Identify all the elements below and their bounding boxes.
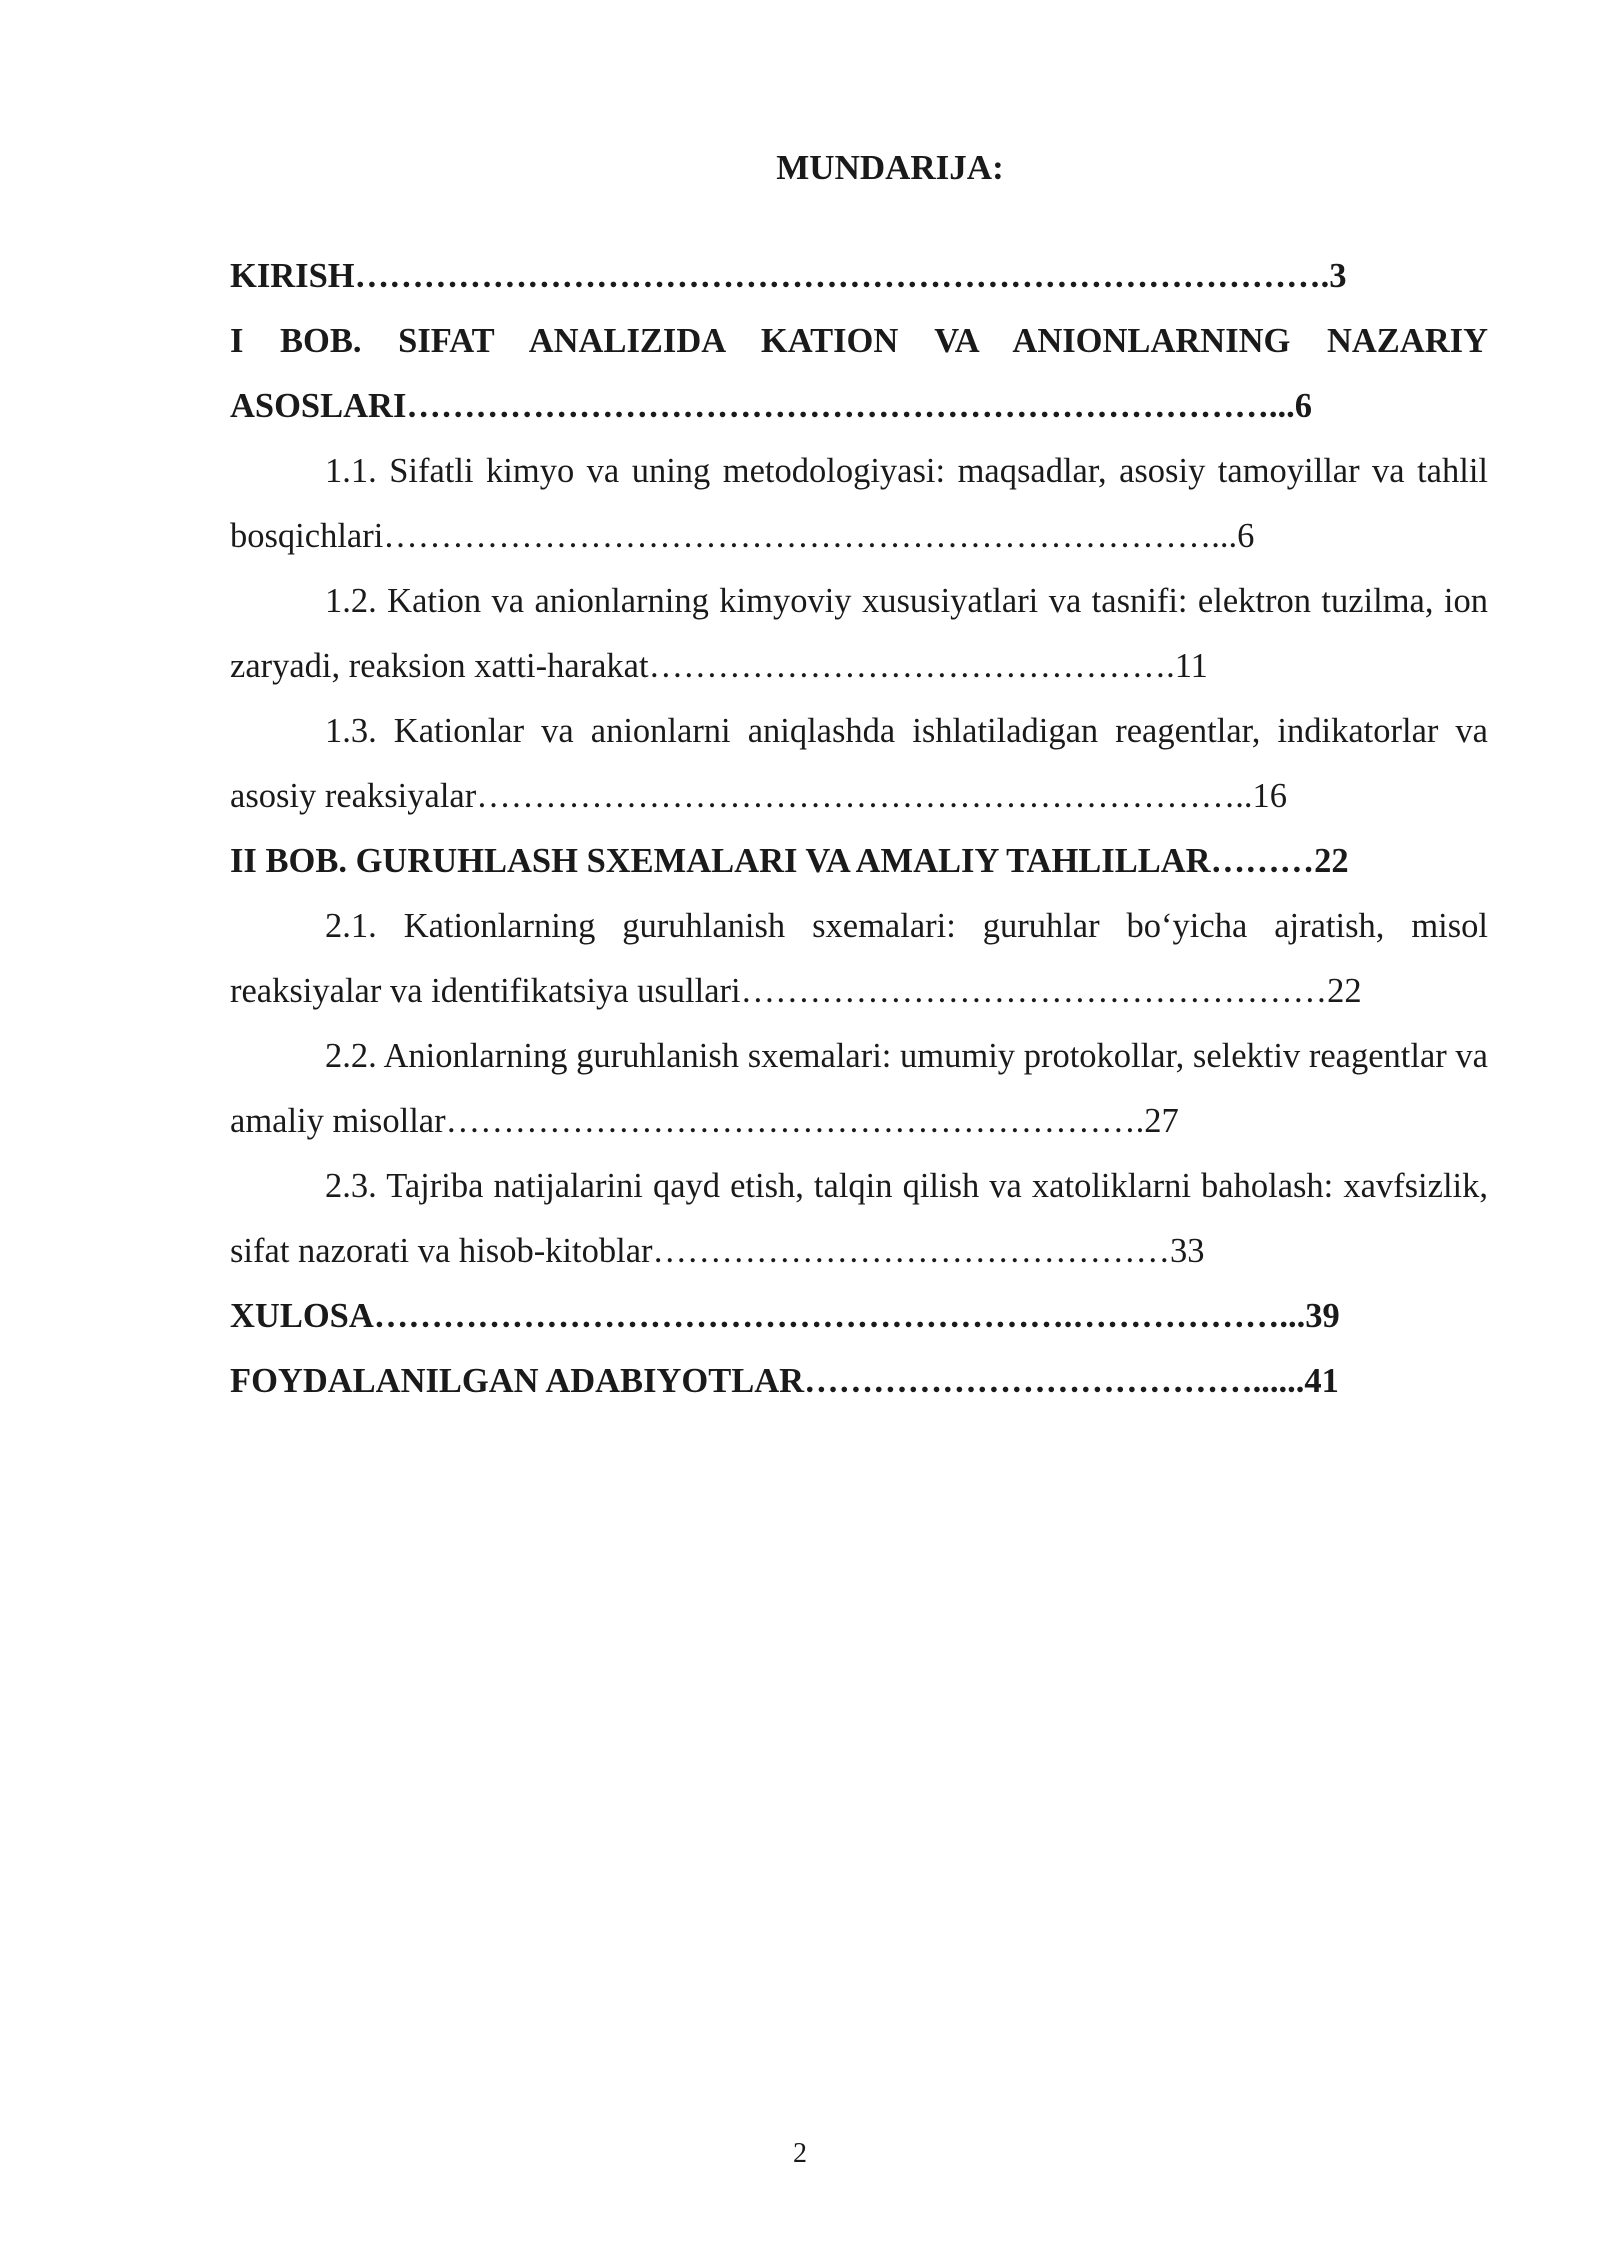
toc-entry-kirish: KIRISH………………………………………………………………………….3 [230, 257, 1347, 295]
toc-entry-section-2-2: 2.2. Anionlarning guruhlanish sxemalari: umumiy protokollar, selektiv reagentlar va amaliy misollar…………………………………………………….27 [230, 1037, 1488, 1140]
toc-entry-section-1-2: 1.2. Kation va anionlarning kimyoviy xususiyatlari va tasnifi: elektron tuzilma, ion zaryadi, reaksion xatti-harakat……………………………………….11 [230, 582, 1488, 685]
toc-entry-chapter-2: II BOB. GURUHLASH SXEMALARI VA AMALIY TAHLILLAR………22 [230, 842, 1349, 880]
page-number: 2 [793, 2138, 807, 2169]
toc-entry-chapter-1: I BOB. SIFAT ANALIZIDA KATION VA ANIONLARNING NAZARIY ASOSLARI…………………………………………………………………...6 [230, 322, 1488, 425]
toc-entry-references: FOYDALANILGAN ADABIYOTLAR…………………………………......41 [230, 1362, 1339, 1400]
toc-entry-section-1-1: 1.1. Sifatli kimyo va uning metodologiyasi: maqsadlar, asosiy tamoyillar va tahlil bosqichlari………………………………………………………………...6 [230, 452, 1488, 555]
toc-entry-section-2-3: 2.3. Tajriba natijalarini qayd etish, talqin qilish va xatoliklarni baholash: xavfsizlik, sifat nazorati va hisob-kitoblar………………………………………33 [230, 1167, 1488, 1270]
page-title: MUNDARIJA: [776, 148, 1004, 187]
toc-entry-section-1-3: 1.3. Kationlar va anionlarni aniqlashda ishlatiladigan reagentlar, indikatorlar va asosiy reaksiyalar…………………………………………………………..16 [230, 712, 1488, 815]
toc-entry-xulosa: XULOSA…………………………………………………….………………...39 [230, 1297, 1340, 1335]
toc-entry-section-2-1: 2.1. Kationlarning guruhlanish sxemalari: guruhlar bo‘yicha ajratish, misol reaksiyalar va identifikatsiya usullari……………………………………………22 [230, 907, 1488, 1010]
table-of-contents [230, 148, 1488, 1414]
